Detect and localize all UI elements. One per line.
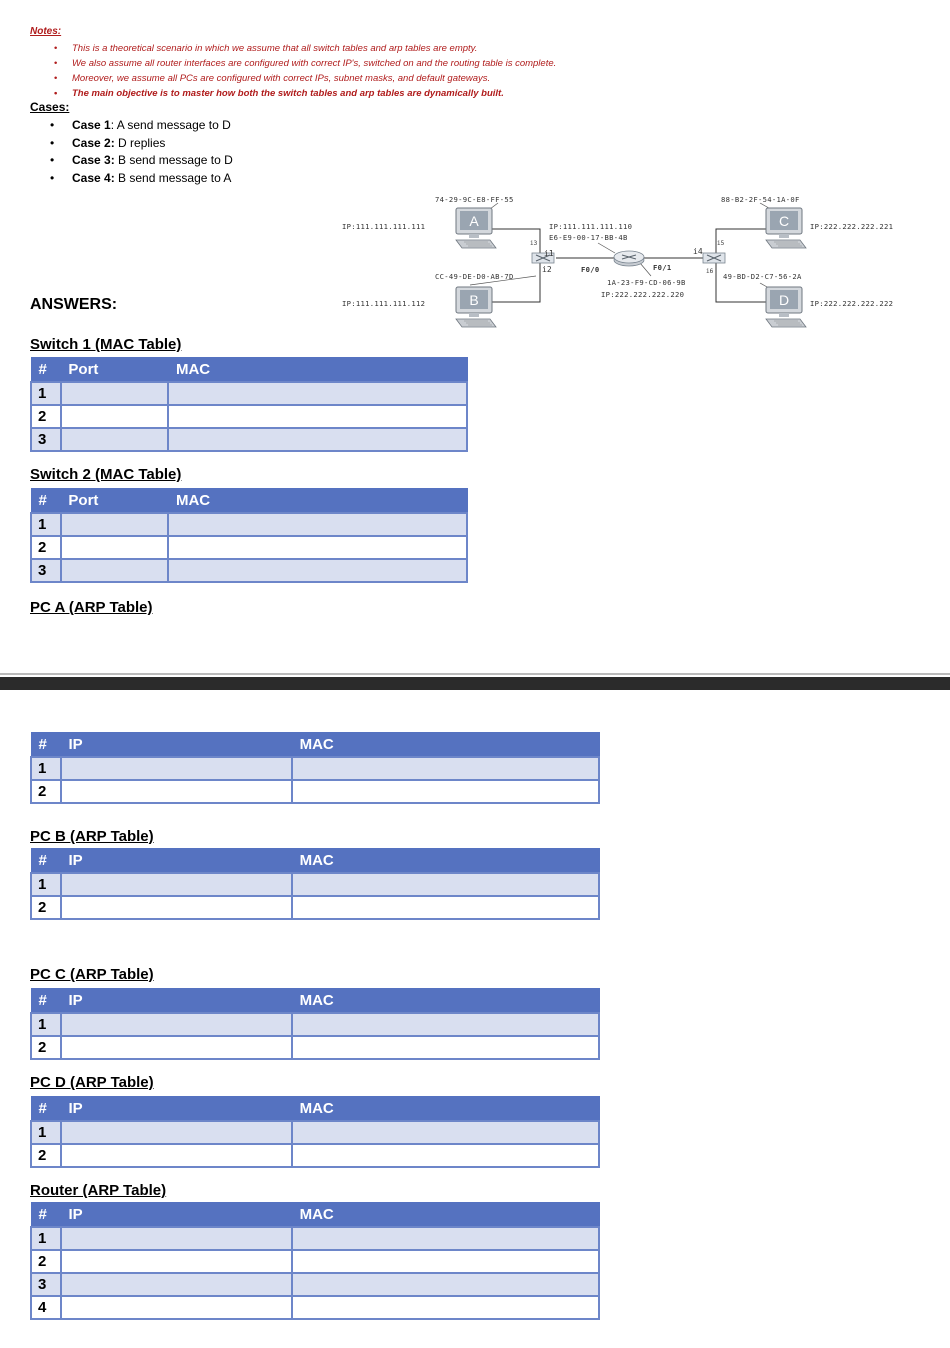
ip-cell[interactable]: [61, 1273, 292, 1296]
table-row: [31, 1296, 599, 1319]
case-label: Case 2:: [72, 135, 115, 150]
row-number: 1: [31, 1121, 61, 1144]
mac-cell[interactable]: [292, 1250, 599, 1273]
switch1-port-1: i1: [544, 249, 554, 258]
header-mac: MAC: [292, 733, 599, 757]
pc-c-icon: [764, 207, 808, 251]
row-number: 1: [31, 513, 61, 536]
mac-cell[interactable]: [168, 559, 467, 582]
mac-cell[interactable]: [292, 1227, 599, 1250]
table-row: [31, 1013, 599, 1036]
port-cell[interactable]: [61, 536, 169, 559]
note-item: • We also assume all router interfaces are configured with correct IP's, switched on and the routing table is complete.: [30, 56, 556, 71]
header-port: Port: [61, 489, 169, 513]
mac-cell[interactable]: [168, 382, 467, 405]
case-text: D replies: [114, 135, 166, 150]
header-num: #: [31, 989, 61, 1013]
switch2-mac-table: [30, 488, 468, 583]
note-item: • This is a theoretical scenario in which we assume that all switch tables and arp tables are empty.: [30, 41, 556, 56]
header-ip: IP: [61, 1203, 292, 1227]
row-number: 1: [31, 757, 61, 780]
mac-cell[interactable]: [292, 1144, 599, 1167]
switch2-port-5: i5: [717, 240, 725, 247]
ip-cell[interactable]: [61, 1036, 292, 1059]
ip-cell[interactable]: [61, 780, 292, 803]
mac-cell[interactable]: [292, 873, 599, 896]
case-label: Case 1: [72, 118, 111, 132]
header-ip: IP: [61, 1097, 292, 1121]
pc-d-mac-label: 49-BD-D2-C7-56-2A: [723, 272, 802, 281]
mac-cell[interactable]: [292, 757, 599, 780]
header-mac: MAC: [292, 1203, 599, 1227]
mac-cell[interactable]: [292, 1036, 599, 1059]
ip-cell[interactable]: [61, 1144, 292, 1167]
header-mac: MAC: [292, 1097, 599, 1121]
notes-title: Notes:: [30, 26, 62, 37]
port-cell[interactable]: [61, 405, 169, 428]
row-number: 2: [31, 1144, 61, 1167]
switch2-table-title: Switch 2 (MAC Table): [30, 466, 182, 483]
answers-heading: ANSWERS:: [30, 296, 118, 313]
row-number: 1: [31, 382, 61, 405]
table-row: [31, 428, 467, 451]
pc-c-letter: C: [778, 213, 790, 229]
port-cell[interactable]: [61, 559, 169, 582]
row-number: 3: [31, 428, 61, 451]
row-number: 2: [31, 1250, 61, 1273]
router-f00-mac-label: E6-E9-00-17-BB-4B: [549, 233, 628, 242]
row-number: 1: [31, 1013, 61, 1036]
mac-cell[interactable]: [292, 1121, 599, 1144]
table-row: [31, 1121, 599, 1144]
pc-b-mac-label: CC-49-DE-D0-AB-7D: [435, 272, 514, 281]
cases-title: Cases:: [30, 100, 70, 114]
page-break-divider: [0, 677, 950, 690]
table-row: [31, 1273, 599, 1296]
router-f01-ip-label: IP:222.222.222.220: [601, 290, 685, 299]
pc-d-arp-table: [30, 1096, 600, 1168]
case-label: Case 4:: [72, 170, 115, 185]
switch1-table-title: Switch 1 (MAC Table): [30, 336, 182, 353]
table-row: [31, 382, 467, 405]
row-number: 3: [31, 559, 61, 582]
case-text: B send message to A: [114, 170, 232, 185]
row-number: 2: [31, 536, 61, 559]
router-arp-table: [30, 1202, 600, 1320]
mac-cell[interactable]: [292, 1273, 599, 1296]
header-ip: IP: [61, 849, 292, 873]
port-cell[interactable]: [61, 382, 169, 405]
header-mac: MAC: [292, 849, 599, 873]
link-switch2-pc-d: [716, 262, 766, 302]
ip-cell[interactable]: [61, 896, 292, 919]
ip-cell[interactable]: [61, 757, 292, 780]
mac-cell[interactable]: [292, 1296, 599, 1319]
table-header: [31, 733, 599, 757]
note-item: • Moreover, we assume all PCs are configured with correct IPs, subnet masks, and default gateways.: [30, 71, 556, 86]
router-icon: [614, 251, 644, 266]
header-num: #: [31, 1097, 61, 1121]
pc-a-table-title: PC A (ARP Table): [30, 599, 153, 616]
router-f01-mac-label: 1A-23-F9-CD-06-9B: [607, 278, 686, 287]
table-row: [31, 559, 467, 582]
table-header: [31, 989, 599, 1013]
switch1-port-2: i2: [542, 265, 552, 274]
table-row: [31, 1227, 599, 1250]
switch2-port-6: i6: [706, 268, 714, 275]
header-num: #: [31, 358, 61, 382]
mac-cell[interactable]: [168, 536, 467, 559]
row-number: 2: [31, 780, 61, 803]
mac-cell[interactable]: [292, 1013, 599, 1036]
switch1-mac-table: [30, 357, 468, 452]
row-number: 2: [31, 896, 61, 919]
header-num: #: [31, 1203, 61, 1227]
port-cell[interactable]: [61, 513, 169, 536]
ip-cell[interactable]: [61, 873, 292, 896]
table-row: [31, 1036, 599, 1059]
table-header: [31, 358, 467, 382]
header-ip: IP: [61, 989, 292, 1013]
pc-a-icon: [454, 207, 498, 251]
row-number: 3: [31, 1273, 61, 1296]
row-number: 1: [31, 873, 61, 896]
case-text: : A send message to D: [110, 118, 231, 132]
mac-cell[interactable]: [292, 780, 599, 803]
table-row: [31, 405, 467, 428]
case-text: B send message to D: [114, 153, 233, 167]
header-num: #: [31, 489, 61, 513]
table-row: [31, 1144, 599, 1167]
router-table-title: Router (ARP Table): [30, 1182, 167, 1199]
pc-a-ip-label: IP:111.111.111.111: [342, 222, 426, 231]
table-header: [31, 849, 599, 873]
pc-b-arp-table: [30, 848, 600, 920]
pc-a-mac-label: 74-29-9C-E8-FF-55: [435, 195, 514, 204]
header-mac: MAC: [292, 989, 599, 1013]
ip-cell[interactable]: [61, 1296, 292, 1319]
row-number: 2: [31, 1036, 61, 1059]
table-row: [31, 513, 467, 536]
table-row: [31, 757, 599, 780]
pc-d-table-title: PC D (ARP Table): [30, 1074, 154, 1091]
pc-c-ip-label: IP:222.222.222.221: [810, 222, 894, 231]
ip-cell[interactable]: [61, 1250, 292, 1273]
table-header: [31, 1203, 599, 1227]
table-row: [31, 536, 467, 559]
table-header: [31, 489, 467, 513]
pc-b-letter: B: [469, 292, 479, 308]
pc-c-table-title: PC C (ARP Table): [30, 966, 154, 983]
router-f00-port-label: F0/0: [581, 265, 600, 274]
row-number: 4: [31, 1296, 61, 1319]
pc-d-icon: [764, 286, 808, 330]
mac-cell[interactable]: [168, 405, 467, 428]
header-mac: MAC: [168, 489, 467, 513]
switch2-port-4: i4: [693, 247, 703, 256]
header-port: Port: [61, 358, 169, 382]
ip-cell[interactable]: [61, 1013, 292, 1036]
row-number: 1: [31, 1227, 61, 1250]
table-row: [31, 1250, 599, 1273]
table-row: [31, 780, 599, 803]
header-mac: MAC: [168, 358, 467, 382]
port-cell[interactable]: [61, 428, 169, 451]
pc-a-letter: A: [469, 213, 479, 229]
pc-d-ip-label: IP:222.222.222.222: [810, 299, 894, 308]
table-header: [31, 1097, 599, 1121]
switch1-port-3: i3: [530, 240, 538, 247]
pc-b-icon: [454, 286, 498, 330]
mac-cell[interactable]: [292, 896, 599, 919]
pc-d-letter: D: [778, 292, 790, 308]
router-f00-ip-label: IP:111.111.111.110: [549, 222, 633, 231]
ip-cell[interactable]: [61, 1227, 292, 1250]
pc-b-table-title: PC B (ARP Table): [30, 828, 154, 845]
table-row: [31, 873, 599, 896]
case-label: Case 3:: [72, 153, 115, 167]
header-num: #: [31, 733, 61, 757]
mac-cell[interactable]: [168, 513, 467, 536]
table-row: [31, 896, 599, 919]
header-ip: IP: [61, 733, 292, 757]
note-item-objective: • The main objective is to master how both the switch tables and arp tables are dynamically built.: [30, 86, 556, 101]
router-f01-port-label: F0/1: [653, 263, 672, 272]
pc-c-arp-table: [30, 988, 600, 1060]
pc-c-mac-label: 88-B2-2F-54-1A-0F: [721, 195, 800, 204]
ip-cell[interactable]: [61, 1121, 292, 1144]
pc-a-arp-table: [30, 732, 600, 804]
mac-cell[interactable]: [168, 428, 467, 451]
switch-2-icon: [703, 253, 725, 263]
header-num: #: [31, 849, 61, 873]
row-number: 2: [31, 405, 61, 428]
pc-b-ip-label: IP:111.111.111.112: [342, 299, 426, 308]
